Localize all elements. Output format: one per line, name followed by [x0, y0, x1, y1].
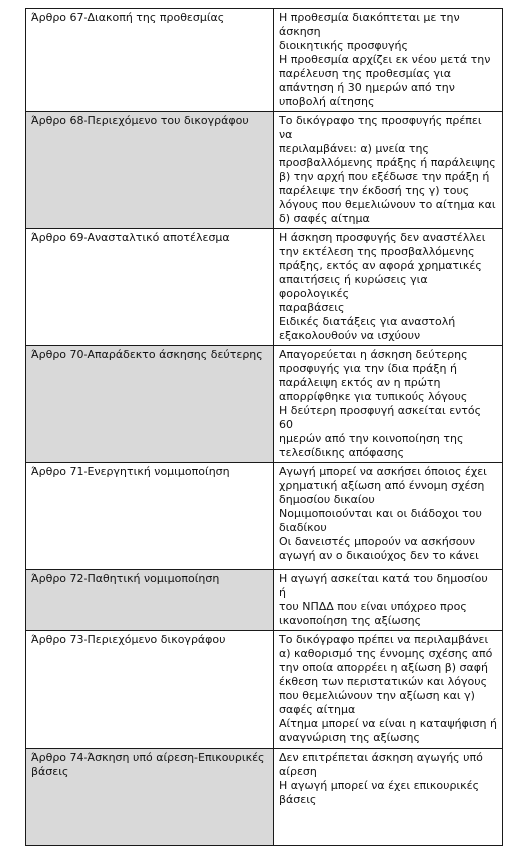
summary-line: δημοσίου δικαίου [279, 493, 375, 506]
summary-line: παράλειψη εκτός αν η πρώτη [279, 376, 441, 389]
summary-line: Δεν επιτρέπεται άσκηση αγωγής υπό [279, 751, 483, 764]
summary-line: Το δικόγραφο πρέπει να περιλαμβάνει [279, 633, 489, 646]
summary-line: έκθεση των περιστατικών και λόγους [279, 675, 488, 688]
article-summary-cell [274, 570, 503, 631]
summary-line: Αίτημα μπορεί να είναι η καταψήφιση ή [279, 717, 497, 730]
summary-line: βάσεις [279, 793, 317, 806]
article-title-cell: Άρθρο 74-Άσκηση υπό αίρεση-Επικουρικές βάσεις [26, 749, 274, 846]
summary-line: την οποία απορρέει η αξίωση β) σαφή [279, 661, 488, 674]
article-title-cell: Άρθρο 68-Περιεχόμενο του δικογράφου [26, 112, 274, 229]
summary-line: ικανοποίηση της αξίωσης [279, 614, 422, 627]
table-row [26, 463, 503, 570]
summary-line: Απαγορεύεται η άσκηση δεύτερης [279, 348, 468, 361]
summary-line: Το δικόγραφο της προσφυγής πρέπει να [279, 114, 482, 141]
article-title-cell: Άρθρο 67-Διακοπή της προθεσμίας [26, 9, 274, 112]
summary-line: Η προθεσμία αρχίζει εκ νέου μετά την [279, 53, 491, 66]
summary-line: Ειδικές διατάξεις για αναστολή [279, 315, 456, 328]
summary-line: παρέλειψε την έκδοσή της γ) τους [279, 184, 470, 197]
summary-line: αναγνώριση της αξίωσης [279, 731, 420, 744]
table-row [26, 112, 503, 229]
article-summary-cell [274, 749, 503, 846]
summary-line: απαιτήσεις ή κυρώσεις για φορολογικές [279, 273, 428, 300]
summary-line: σαφές αίτημα [279, 703, 356, 716]
article-title-cell: Άρθρο 71-Ενεργητική νομιμοποίηση [26, 463, 274, 570]
table-row [26, 631, 503, 749]
article-summary-cell [274, 463, 503, 570]
summary-line: β) την αρχή που εξέδωσε την πράξη ή [279, 170, 490, 183]
summary-line: λόγους που θεμελιώνουν το αίτημα και [279, 198, 496, 211]
article-summary-cell [274, 9, 503, 112]
summary-line: παρέλευση της προθεσμίας για [279, 67, 451, 80]
article-title-cell: Άρθρο 69-Ανασταλτικό αποτέλεσμα [26, 229, 274, 346]
summary-line: Η προθεσμία διακόπτεται με την άσκηση [279, 11, 460, 38]
summary-line: απορρίφθηκε για τυπικούς λόγους [279, 390, 468, 403]
summary-line: αγωγή αν ο δικαιούχος δεν το κάνει [279, 549, 479, 562]
summary-line: Νομιμοποιούνται και οι διάδοχοι του [279, 507, 482, 520]
article-title-cell: Άρθρο 70-Απαράδεκτο άσκησης δεύτερης [26, 346, 274, 463]
summary-line: παραβάσεις [279, 301, 345, 314]
summary-line: την εκτέλεση της προσβαλλόμενης [279, 245, 475, 258]
summary-line: προσφυγής για την ίδια πράξη ή [279, 362, 457, 375]
summary-line: ημερών από την κοινοποίηση της [279, 432, 464, 445]
table-row [26, 9, 503, 112]
article-summary-cell [274, 229, 503, 346]
summary-line: εξακολουθούν να ισχύουν [279, 329, 421, 342]
summary-line: α) καθορισμό της έννομης σχέσης από [279, 647, 493, 660]
summary-line: διοικητικής προσφυγής [279, 39, 408, 52]
summary-line: περιλαμβάνει: α) μνεία της [279, 142, 429, 155]
articles-table [25, 8, 503, 846]
table-row [26, 229, 503, 346]
summary-line: Αγωγή μπορεί να ασκήσει όποιος έχει [279, 465, 487, 478]
table-row [26, 346, 503, 463]
summary-line: διαδίκου [279, 521, 327, 534]
summary-line: τελεσίδικης απόφασης [279, 446, 405, 459]
article-title-cell: Άρθρο 73-Περιεχόμενο δικογράφου [26, 631, 274, 749]
table-row [26, 570, 503, 631]
summary-line: δ) σαφές αίτημα [279, 212, 370, 225]
summary-line: Οι δανειστές μπορούν να ασκήσουν [279, 535, 476, 548]
articles-table-body [26, 9, 503, 846]
article-title-cell: Άρθρο 72-Παθητική νομιμοποίηση [26, 570, 274, 631]
summary-line: Η άσκηση προσφυγής δεν αναστέλλει [279, 231, 486, 244]
summary-line: προσβαλλόμενης πράξης ή παράλειψης [279, 156, 496, 169]
summary-line: Η δεύτερη προσφυγή ασκείται εντός 60 [279, 404, 482, 431]
summary-line: του ΝΠΔΔ που είναι υπόχρεο προς [279, 600, 467, 613]
summary-line: χρηματική αξίωση από έννομη σχέση [279, 479, 485, 492]
summary-line: πράξης, εκτός αν αφορά χρηματικές [279, 259, 482, 272]
summary-line: υποβολή αίτησης [279, 95, 375, 108]
summary-line: απάντηση ή 30 ημερών από την [279, 81, 455, 94]
summary-line: αίρεση [279, 765, 317, 778]
summary-line: που θεμελιώνουν την αξίωση και γ) [279, 689, 475, 702]
summary-line: Η αγωγή μπορεί να έχει επικουρικές [279, 779, 480, 792]
article-summary-cell [274, 112, 503, 229]
article-summary-cell [274, 346, 503, 463]
article-summary-cell [274, 631, 503, 749]
table-row [26, 749, 503, 846]
summary-line: Η αγωγή ασκείται κατά του δημοσίου ή [279, 572, 488, 599]
